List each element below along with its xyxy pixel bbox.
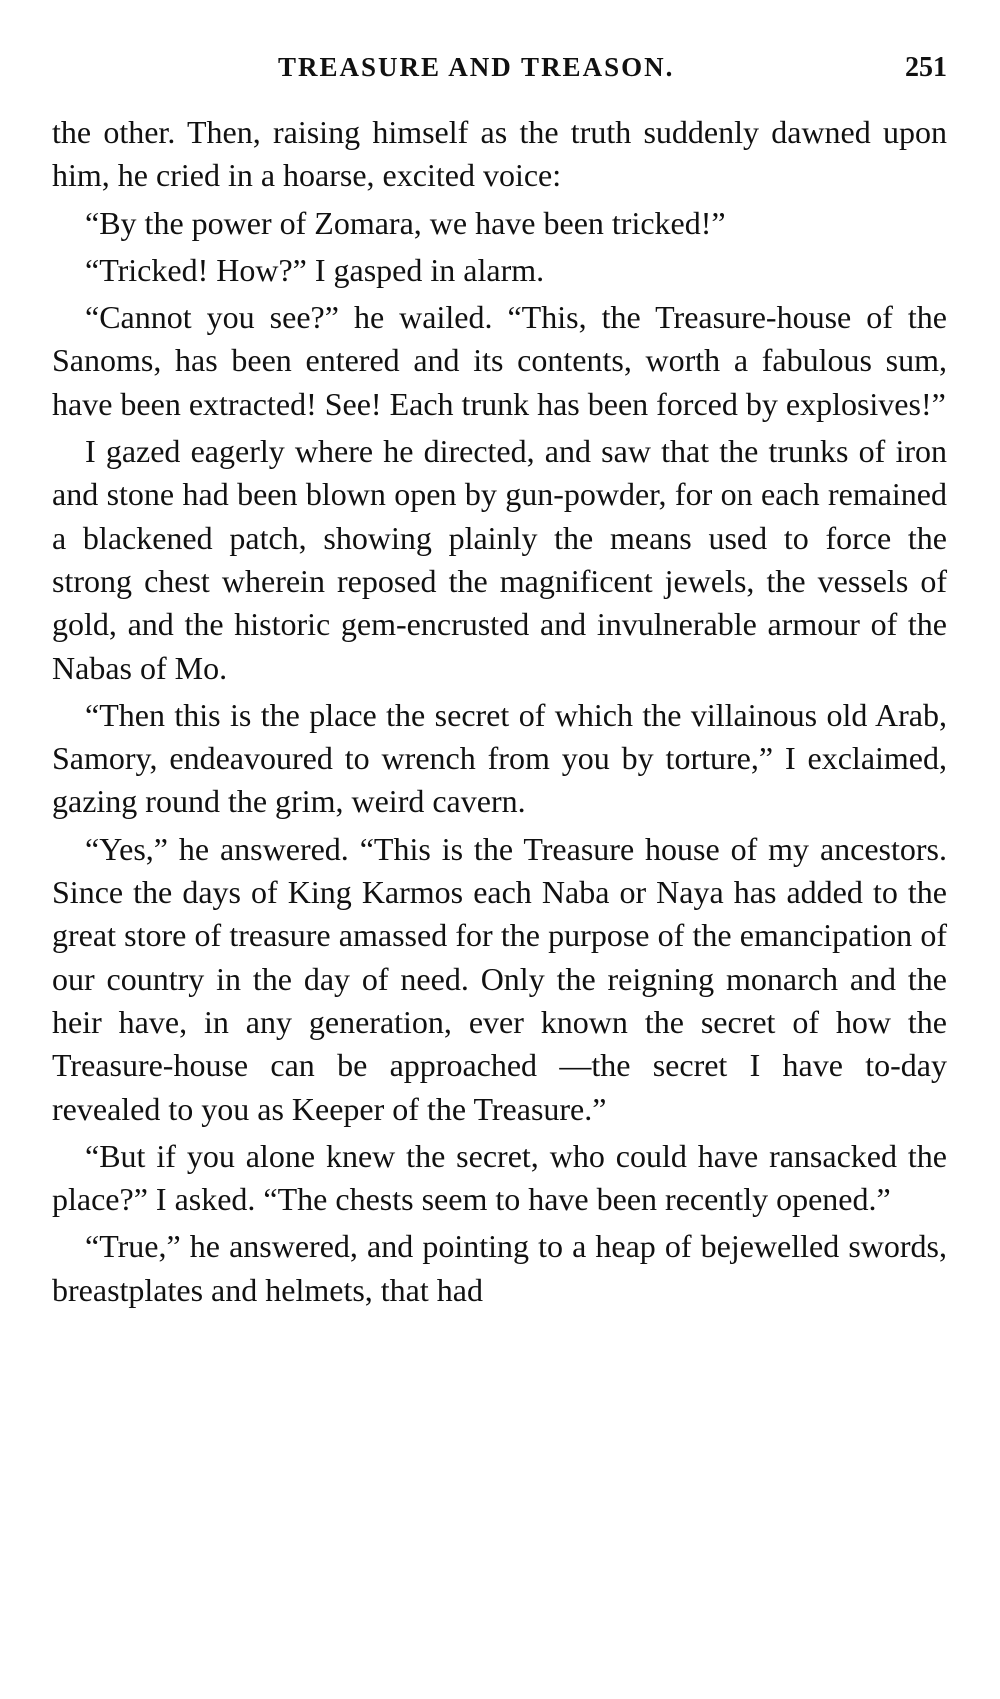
- paragraph: “True,” he answered, and pointing to a heap of bejewelled swords, breastplates and helmets, that had: [52, 1228, 947, 1308]
- paragraph: the other. Then, raising himself as the truth suddenly dawned upon him, he cried in a hoarse, excited voice:: [52, 114, 947, 194]
- paragraph: “Tricked! How?” I gasped in alarm.: [85, 251, 545, 288]
- body-text: [52, 111, 947, 1312]
- paragraph: “Yes,” he answered. “This is the Treasure house of my ancestors. Since the days of King Karmos each Naba or Naya has added to the great store of treasure amassed for the purpose of the emancipation of our country in the day of need. Only the reigning monarch and the heir have, in any generation, ever known the secret of how the Treasure-house can be approached —the secret I have to-day revealed to you as Keeper of the Treasure.”: [52, 830, 947, 1127]
- page-number: 251: [905, 52, 947, 83]
- page-header: [52, 52, 947, 92]
- paragraph: “By the power of Zomara, we have been tricked!”: [85, 204, 726, 241]
- paragraph: “Then this is the place the secret of which the villainous old Arab, Samory, endeavoured to wrench from you by torture,” I exclaimed, gazing round the grim, weird cavern.: [52, 696, 947, 820]
- paragraph: “Cannot you see?” he wailed. “This, the Treasure-house of the Sanoms, has been entered and its contents, worth a fabulous sum, have been extracted! See! Each trunk has been forced by explosives!”: [52, 299, 947, 422]
- paragraph: “But if you alone knew the secret, who could have ransacked the place?” I asked. “The chests seem to have been recently opened.”: [52, 1137, 947, 1218]
- running-head: TREASURE AND TREASON.: [278, 52, 675, 82]
- paragraph: I gazed eagerly where he directed, and saw that the trunks of iron and stone had been blown open by gun-powder, for on each remained a blackened patch, showing plainly the means used to force the strong chest wherein reposed the magnificent jewels, the vessels of gold, and the historic gem-encrusted and invulnerable armour of the Nabas of Mo.: [52, 433, 947, 686]
